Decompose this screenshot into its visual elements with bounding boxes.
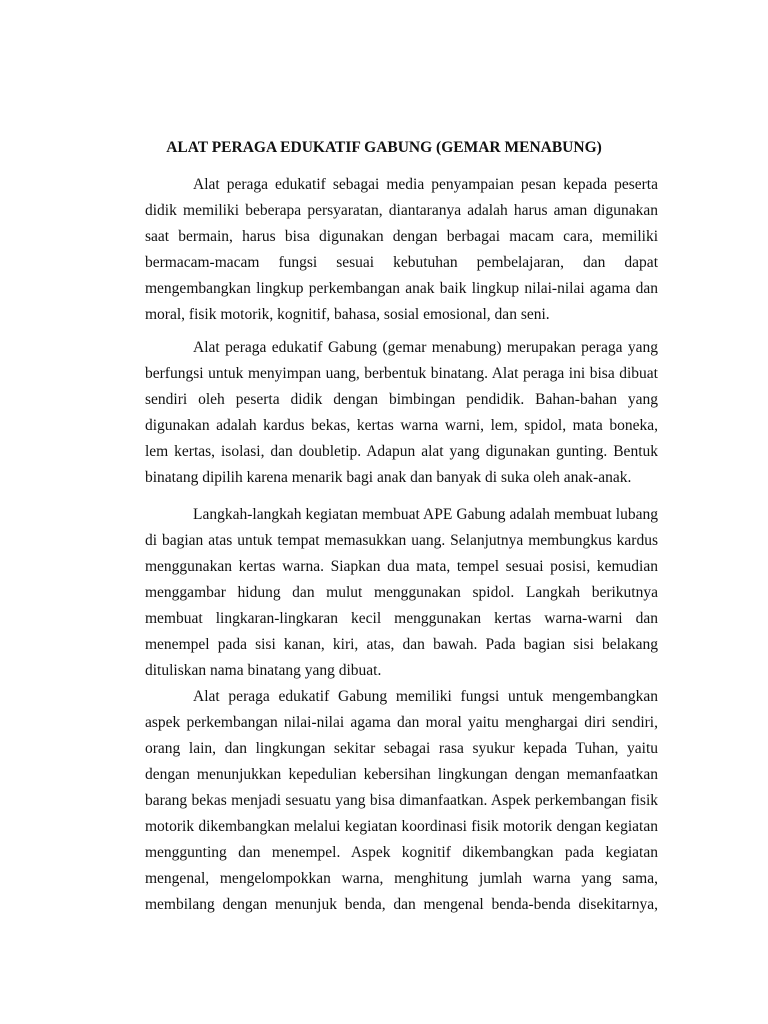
paragraph-line: Alat peraga edukatif Gabung (gemar menabung) merupakan peraga yang: [193, 339, 658, 356]
paragraph-line: mengenal, mengelompokkan warna, menghitung jumlah warna yang sama,: [145, 870, 658, 887]
paragraph-line: orang lain, dan lingkungan sekitar sebagai rasa syukur kepada Tuhan, yaitu: [145, 740, 658, 757]
paragraph-line: menggambar hidung dan mulut menggunakan spidol. Langkah berikutnya: [145, 584, 658, 601]
paragraph-line: menggunakan kertas warna. Siapkan dua mata, tempel sesuai posisi, kemudian: [145, 558, 658, 575]
paragraph-line: Langkah-langkah kegiatan membuat APE Gabung adalah membuat lubang: [193, 506, 658, 523]
paragraph-line: menempel pada sisi kanan, kiri, atas, dan bawah. Pada bagian sisi belakang: [145, 636, 658, 653]
paragraph-line: bermacam-macam fungsi sesuai kebutuhan pembelajaran, dan dapat: [145, 254, 658, 271]
paragraph-line: Alat peraga edukatif Gabung memiliki fungsi untuk mengembangkan: [193, 688, 658, 705]
paragraph: [145, 684, 658, 918]
paragraph-line: didik memiliki beberapa persyaratan, diantaranya adalah harus aman digunakan: [145, 202, 658, 219]
paragraph-line: dituliskan nama binatang yang dibuat.: [145, 662, 382, 679]
paragraph-line: mengembangkan lingkup perkembangan anak baik lingkup nilai-nilai agama dan: [145, 280, 658, 297]
paragraph-line: digunakan adalah kardus bekas, kertas warna warni, lem, spidol, mata boneka,: [145, 417, 658, 434]
paragraph-line: menggunting dan menempel. Aspek kognitif dikembangkan pada kegiatan: [145, 844, 658, 861]
paragraph-line: motorik dikembangkan melalui kegiatan koordinasi fisik motorik dengan kegiatan: [145, 818, 658, 835]
paragraph-line: di bagian atas untuk tempat memasukkan uang. Selanjutnya membungkus kardus: [145, 532, 658, 549]
paragraph: [145, 502, 658, 684]
paragraph-line: binatang dipilih karena menarik bagi anak dan banyak di suka oleh anak-anak.: [145, 469, 632, 486]
paragraph-line: membilang dengan menunjuk benda, dan mengenal benda-benda disekitarnya,: [145, 896, 658, 913]
document-title: ALAT PERAGA EDUKATIF GABUNG (GEMAR MENABUNG): [166, 139, 602, 156]
paragraph-line: berfungsi untuk menyimpan uang, berbentuk binatang. Alat peraga ini bisa dibuat: [145, 365, 658, 382]
paragraph-line: membuat lingkaran-lingkaran kecil menggunakan kertas warna-warni dan: [145, 610, 658, 627]
paragraph: [145, 172, 658, 328]
paragraph-line: sendiri oleh peserta didik dengan bimbingan pendidik. Bahan-bahan yang: [145, 391, 658, 408]
paragraph-line: barang bekas menjadi sesuatu yang bisa dimanfaatkan. Aspek perkembangan fisik: [145, 792, 658, 809]
paragraph: [145, 335, 658, 491]
paragraph-line: saat bermain, harus bisa digunakan dengan berbagai macam cara, memiliki: [145, 228, 658, 245]
paragraph-line: lem kertas, isolasi, dan doubletip. Adapun alat yang digunakan gunting. Bentuk: [145, 443, 658, 460]
paragraph-line: aspek perkembangan nilai-nilai agama dan moral yaitu menghargai diri sendiri,: [145, 714, 658, 731]
paragraph-line: moral, fisik motorik, kognitif, bahasa, sosial emosional, dan seni.: [145, 306, 550, 323]
paragraph-line: Alat peraga edukatif sebagai media penyampaian pesan kepada peserta: [193, 176, 658, 193]
paragraph-line: dengan menunjukkan kepedulian kebersihan lingkungan dengan memanfaatkan: [145, 766, 658, 783]
